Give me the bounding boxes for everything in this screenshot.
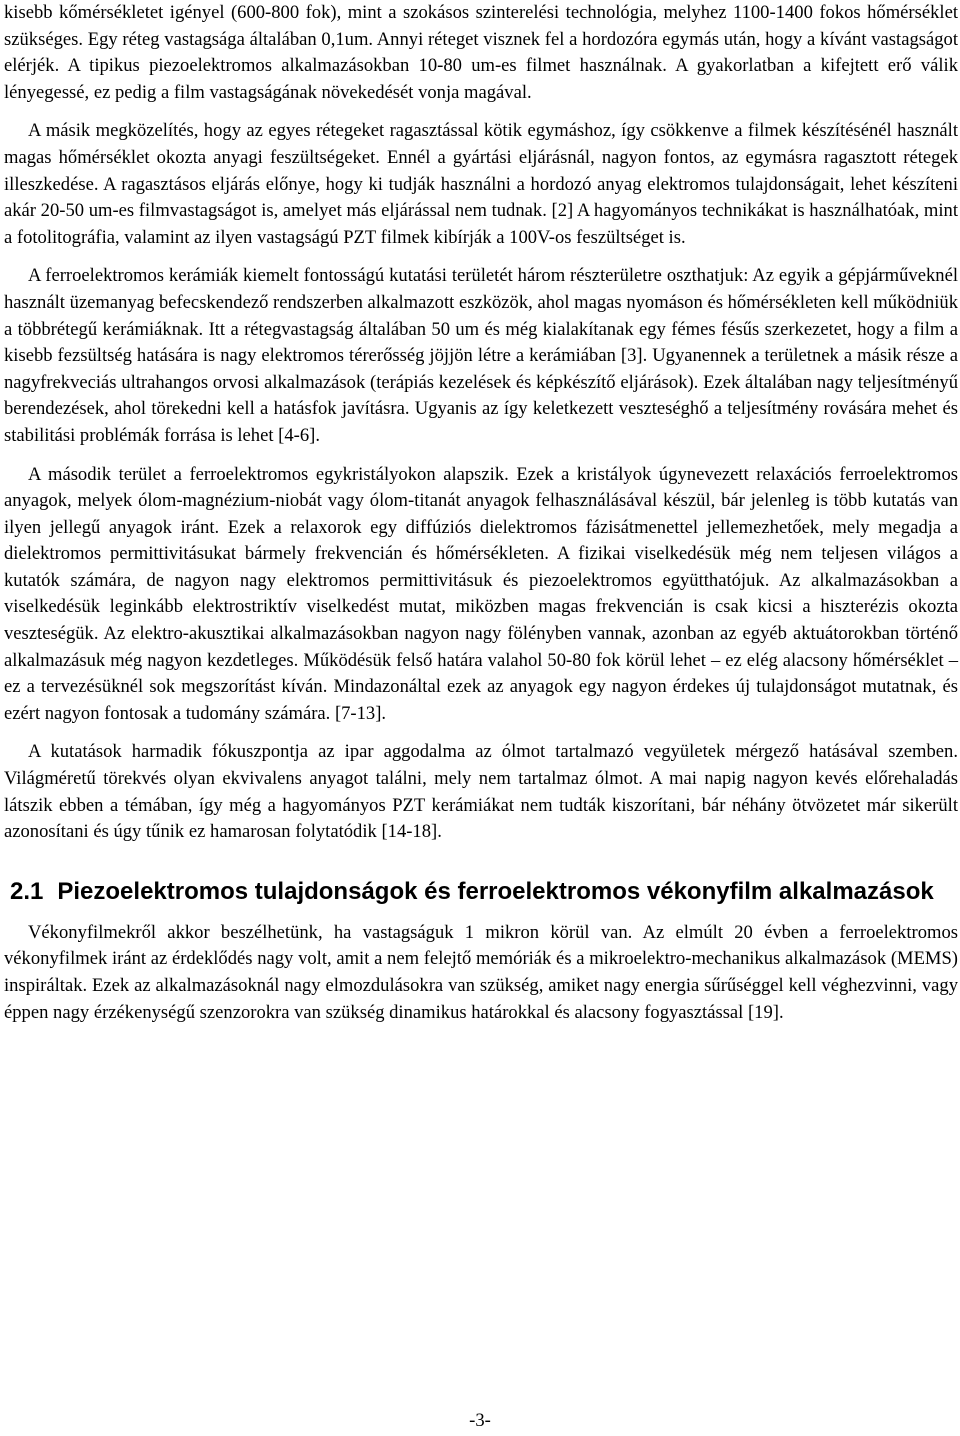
- paragraph-bonding: A másik megközelítés, hogy az egyes rétegeket ragasztással kötik egymáshoz, így csökkenve a filmek készítésénél használt magas hőmérséklet okozta anyagi feszültségeket. Ennél a gyártási eljárásnál, nagyon fontos, az egymásra ragasztott rétegek illeszkedése. A ragasztásos eljárás előnye, hogy ki tudják használni a hordozó anyag elektromos tulajdonságait, lehet készíteni akár 20-50 um-es filmvastagságot is, amelyet más eljárással nem tudnak. [2] A hagyományos technikákat is használhatóak, mint a fotolitográfia, valamint az ilyen vastagságú PZT filmek kibírják a 100V-os feszültséget is.: [4, 120, 958, 248]
- section-number: 2.1: [10, 877, 44, 905]
- page-number: -3-: [469, 1410, 491, 1431]
- section-title: Piezoelektromos tulajdonságok és ferroelektromos vékonyfilm alkalmazások: [57, 877, 934, 905]
- document-page: [4, 0, 958, 1026]
- paragraph-lead-free: A kutatások harmadik fókuszpontja az ipar aggodalma az ólmot tartalmazó vegyületek mérgező hatásával szemben. Világméretű törekvés olyan ekvivalens anyagot találni, mely nem tartalmaz ólmot. A mai napig nagyon kevés előrehaladás látszik ebben a témában, így még a hagyományos PZT kerámiákat nem tudták kiszorítani, bár néhány ötvözetet már sikerült azonosítani és úgy tűnik ez hamarosan folytatódik [14-18].: [4, 741, 958, 843]
- paragraph-continued: kisebb kőmérsékletet igényel (600-800 fok), mint a szokásos szinterelési technológia, melyhez 1100-1400 fokos hőmérséklet szükséges. Egy réteg vastagsága általában 0,1um. Annyi réteget visznek fel a hordozóra egymás után, hogy a kívánt vastagságot elérjék. A tipikus piezoelektromos alkalmazásokban 10-80 um-es filmet használnak. A gyakorlatban a kifejtett erő válik lényegessé, ez pedig a film vastagságának növekedését vonja magával.: [4, 2, 958, 103]
- section-heading: [4, 876, 958, 908]
- paragraph-single-crystals: A második terület a ferroelektromos egykristályokon alapszik. Ezek a kristályok úgynevezett relaxációs ferroelektromos anyagok, melyek ólom-magnézium-niobát vagy ólom-titanát anyagok felhasználásával készül, bár jelenleg is több kutatás van ilyen jellegű anyagok iránt. Ezek a relaxorok egy diffúziós dielektromos fázisátmenettel jellemezhetőek, mely megadja a dielektromos permittivitásukat bármely frekvencián és hőmérsékleten. A fizikai viselkedésük még nem teljesen világos a kutatók számára, de nagyon nagy elektromos permittivitásuk és piezoelektromos együtthatójuk. Az alkalmazásokban a viselkedésük leginkább elektrostriktív viselkedést mutat, miközben magas frekvencián is csak kicsi a hiszterézis okozta veszteségük. Az elektro-akusztikai alkalmazásokban nagyon nagy fölényben vannak, azonban az egyéb aktuátorokban történő alkalmazásuk még nagyon kezdetleges. Működésük felső határa valahol 50-80 fok körül lehet – ez elég alacsony hőmérséklet – ez a tervezésüknél sok megszorítást kíván. Mindazonáltal ezek az anyagok egy nagyon érdekes új tulajdonságot mutatnak, és ezért nagyon fontosak a tudomány számára. [7-13].: [4, 463, 958, 724]
- paragraph-thin-films: Vékonyfilmekről akkor beszélhetünk, ha vastagságuk 1 mikron körül van. Az elmúlt 20 évben a ferroelektromos vékonyfilmek iránt az érdeklődés nagy volt, amit a nem felejtő memóriák és a mikroelektro-mechanikus alkalmazások (MEMS) inspiráltak. Ezek az alkalmazásoknál nagy elmozdulásokra van szükség, amiket nagy energia sűrűséggel kell véghezvinni, vagy éppen nagy érzékenységű szenzorokra van szükség dinamikus határokkal és alacsony fogyasztással [19].: [4, 921, 958, 1023]
- paragraph-research-areas: A ferroelektromos kerámiák kiemelt fontosságú kutatási területét három részterületre oszthatjuk: Az egyik a gépjárműveknél használt üzemanyag befecskendező rendszerben alkalmazott eszközök, ahol magas nyomáson és hőmérsékleten kell működniük a többrétegű kerámiáknak. Itt a rétegvastagság általában 50 um és még kialakítanak egy fémes fésűs szerkezetet, hogy a film a kisebb fezsültség hatására is nagy elektromos térerősség jöjjön létre a kerámiában [3]. Ugyanennek a területnek a másik része a nagyfrekveciás ultrahangos orvosi alkalmazások (terápiás kezelések és képkészítő eljárások). Ezek általában nagy teljesítményű berendezések, ahol törekedni kell a hatásfok javításra. Ugyanis az így keletkezett veszteséghő a teljesítmény rovására mehet és stabilitási problémák forrása is lehet [4-6].: [4, 265, 958, 446]
